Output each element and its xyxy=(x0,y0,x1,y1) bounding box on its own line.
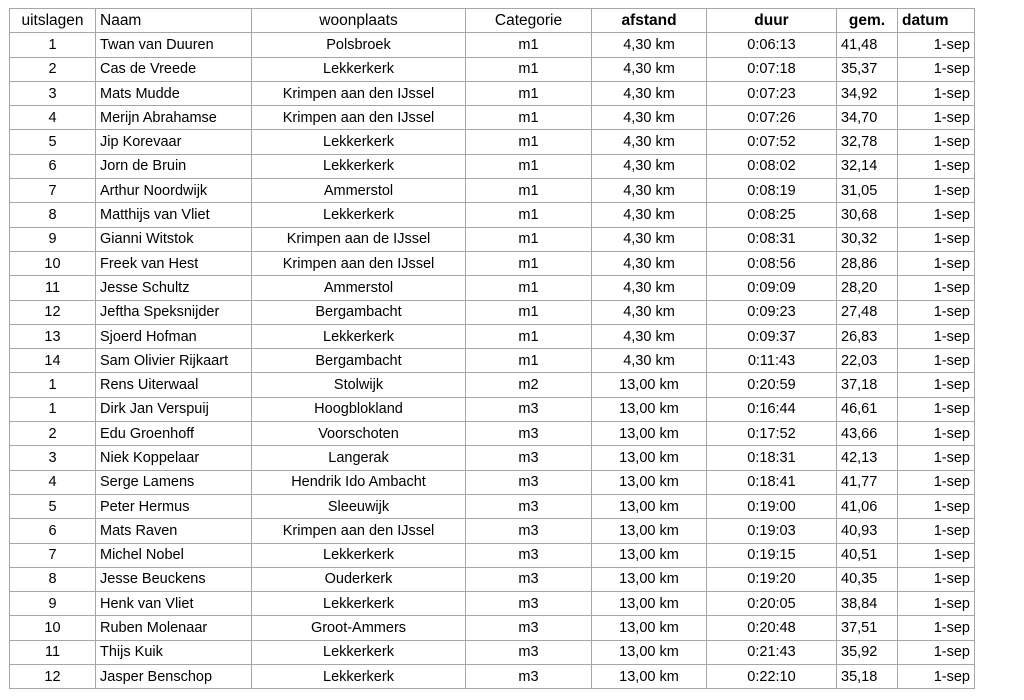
cell-date: 1-sep xyxy=(898,324,975,348)
cell-distance: 4,30 km xyxy=(592,179,707,203)
table-row xyxy=(10,300,975,324)
cell-category: m1 xyxy=(466,81,592,105)
cell-duration: 0:20:59 xyxy=(707,373,837,397)
cell-category: m3 xyxy=(466,665,592,689)
cell-speed: 37,51 xyxy=(837,616,898,640)
cell-duration: 0:18:31 xyxy=(707,446,837,470)
cell-name: Jasper Benschop xyxy=(96,665,252,689)
cell-distance: 4,30 km xyxy=(592,106,707,130)
cell-date: 1-sep xyxy=(898,179,975,203)
cell-date: 1-sep xyxy=(898,422,975,446)
cell-category: m1 xyxy=(466,106,592,130)
cell-name: Mats Raven xyxy=(96,519,252,543)
cell-speed: 34,70 xyxy=(837,106,898,130)
cell-category: m3 xyxy=(466,422,592,446)
table-row xyxy=(10,397,975,421)
cell-name: Jesse Beuckens xyxy=(96,567,252,591)
cell-name: Cas de Vreede xyxy=(96,57,252,81)
cell-place: 4 xyxy=(10,470,96,494)
cell-name: Twan van Duuren xyxy=(96,33,252,57)
cell-name: Thijs Kuik xyxy=(96,640,252,664)
cell-place: 8 xyxy=(10,567,96,591)
cell-place: 5 xyxy=(10,130,96,154)
header-date: datum xyxy=(898,9,975,33)
header-row xyxy=(10,9,975,33)
table-row xyxy=(10,373,975,397)
cell-speed: 31,05 xyxy=(837,179,898,203)
cell-place: 8 xyxy=(10,203,96,227)
cell-place: 10 xyxy=(10,616,96,640)
cell-duration: 0:20:05 xyxy=(707,592,837,616)
cell-duration: 0:19:15 xyxy=(707,543,837,567)
table-row xyxy=(10,470,975,494)
table-row xyxy=(10,446,975,470)
cell-speed: 40,93 xyxy=(837,519,898,543)
header-speed: gem. xyxy=(837,9,898,33)
table-row xyxy=(10,592,975,616)
cell-distance: 4,30 km xyxy=(592,251,707,275)
cell-name: Sjoerd Hofman xyxy=(96,324,252,348)
table-row xyxy=(10,665,975,689)
cell-city: Krimpen aan den IJssel xyxy=(252,81,466,105)
cell-duration: 0:08:19 xyxy=(707,179,837,203)
cell-duration: 0:19:00 xyxy=(707,494,837,518)
cell-date: 1-sep xyxy=(898,373,975,397)
header-name: Naam xyxy=(96,9,252,33)
cell-date: 1-sep xyxy=(898,57,975,81)
table-row xyxy=(10,640,975,664)
cell-speed: 41,77 xyxy=(837,470,898,494)
cell-place: 14 xyxy=(10,349,96,373)
header-city: woonplaats xyxy=(252,9,466,33)
cell-speed: 37,18 xyxy=(837,373,898,397)
cell-distance: 13,00 km xyxy=(592,543,707,567)
cell-duration: 0:08:02 xyxy=(707,154,837,178)
cell-speed: 27,48 xyxy=(837,300,898,324)
cell-duration: 0:07:23 xyxy=(707,81,837,105)
cell-category: m2 xyxy=(466,373,592,397)
cell-duration: 0:20:48 xyxy=(707,616,837,640)
cell-city: Ouderkerk xyxy=(252,567,466,591)
cell-name: Peter Hermus xyxy=(96,494,252,518)
cell-name: Serge Lamens xyxy=(96,470,252,494)
cell-speed: 43,66 xyxy=(837,422,898,446)
table-row xyxy=(10,519,975,543)
table-row xyxy=(10,494,975,518)
cell-name: Sam Olivier Rijkaart xyxy=(96,349,252,373)
cell-speed: 41,06 xyxy=(837,494,898,518)
cell-name: Arthur Noordwijk xyxy=(96,179,252,203)
cell-category: m3 xyxy=(466,567,592,591)
table-row xyxy=(10,57,975,81)
cell-duration: 0:09:23 xyxy=(707,300,837,324)
cell-place: 7 xyxy=(10,179,96,203)
cell-distance: 13,00 km xyxy=(592,494,707,518)
cell-place: 9 xyxy=(10,592,96,616)
cell-date: 1-sep xyxy=(898,543,975,567)
cell-city: Bergambacht xyxy=(252,349,466,373)
cell-date: 1-sep xyxy=(898,33,975,57)
cell-name: Jeftha Speksnijder xyxy=(96,300,252,324)
table-row xyxy=(10,422,975,446)
cell-date: 1-sep xyxy=(898,640,975,664)
cell-speed: 22,03 xyxy=(837,349,898,373)
cell-name: Michel Nobel xyxy=(96,543,252,567)
table-row xyxy=(10,349,975,373)
table-row xyxy=(10,324,975,348)
cell-city: Sleeuwijk xyxy=(252,494,466,518)
cell-duration: 0:19:20 xyxy=(707,567,837,591)
cell-place: 1 xyxy=(10,397,96,421)
cell-category: m1 xyxy=(466,227,592,251)
cell-duration: 0:08:25 xyxy=(707,203,837,227)
header-duration: duur xyxy=(707,9,837,33)
cell-category: m3 xyxy=(466,397,592,421)
table-row xyxy=(10,203,975,227)
cell-name: Rens Uiterwaal xyxy=(96,373,252,397)
cell-name: Jorn de Bruin xyxy=(96,154,252,178)
cell-category: m3 xyxy=(466,519,592,543)
cell-name: Henk van Vliet xyxy=(96,592,252,616)
cell-name: Merijn Abrahamse xyxy=(96,106,252,130)
cell-city: Lekkerkerk xyxy=(252,57,466,81)
cell-place: 3 xyxy=(10,446,96,470)
cell-date: 1-sep xyxy=(898,300,975,324)
cell-category: m1 xyxy=(466,179,592,203)
cell-distance: 4,30 km xyxy=(592,349,707,373)
cell-duration: 0:06:13 xyxy=(707,33,837,57)
cell-date: 1-sep xyxy=(898,203,975,227)
cell-speed: 40,35 xyxy=(837,567,898,591)
table-row xyxy=(10,616,975,640)
cell-category: m3 xyxy=(466,446,592,470)
cell-city: Hoogblokland xyxy=(252,397,466,421)
cell-speed: 34,92 xyxy=(837,81,898,105)
table-row xyxy=(10,227,975,251)
cell-distance: 13,00 km xyxy=(592,519,707,543)
cell-place: 4 xyxy=(10,106,96,130)
cell-category: m1 xyxy=(466,324,592,348)
cell-distance: 4,30 km xyxy=(592,276,707,300)
cell-speed: 38,84 xyxy=(837,592,898,616)
cell-place: 6 xyxy=(10,154,96,178)
cell-distance: 13,00 km xyxy=(592,640,707,664)
table-row xyxy=(10,154,975,178)
cell-place: 11 xyxy=(10,640,96,664)
cell-place: 2 xyxy=(10,57,96,81)
cell-date: 1-sep xyxy=(898,251,975,275)
cell-name: Ruben Molenaar xyxy=(96,616,252,640)
cell-distance: 4,30 km xyxy=(592,300,707,324)
cell-speed: 35,37 xyxy=(837,57,898,81)
cell-category: m1 xyxy=(466,276,592,300)
cell-date: 1-sep xyxy=(898,494,975,518)
cell-name: Freek van Hest xyxy=(96,251,252,275)
cell-category: m3 xyxy=(466,543,592,567)
cell-name: Niek Koppelaar xyxy=(96,446,252,470)
cell-category: m1 xyxy=(466,300,592,324)
header-category: Categorie xyxy=(466,9,592,33)
cell-city: Krimpen aan den IJssel xyxy=(252,251,466,275)
cell-distance: 4,30 km xyxy=(592,203,707,227)
cell-distance: 13,00 km xyxy=(592,446,707,470)
cell-city: Hendrik Ido Ambacht xyxy=(252,470,466,494)
cell-date: 1-sep xyxy=(898,592,975,616)
cell-distance: 13,00 km xyxy=(592,470,707,494)
table-row xyxy=(10,251,975,275)
cell-date: 1-sep xyxy=(898,567,975,591)
cell-speed: 30,68 xyxy=(837,203,898,227)
cell-duration: 0:08:31 xyxy=(707,227,837,251)
cell-speed: 35,18 xyxy=(837,665,898,689)
cell-distance: 4,30 km xyxy=(592,154,707,178)
cell-duration: 0:16:44 xyxy=(707,397,837,421)
cell-place: 1 xyxy=(10,373,96,397)
cell-category: m3 xyxy=(466,640,592,664)
cell-city: Lekkerkerk xyxy=(252,640,466,664)
cell-duration: 0:17:52 xyxy=(707,422,837,446)
cell-date: 1-sep xyxy=(898,470,975,494)
cell-date: 1-sep xyxy=(898,349,975,373)
cell-duration: 0:07:18 xyxy=(707,57,837,81)
results-body xyxy=(10,33,975,689)
cell-date: 1-sep xyxy=(898,130,975,154)
cell-date: 1-sep xyxy=(898,106,975,130)
cell-speed: 28,86 xyxy=(837,251,898,275)
cell-duration: 0:21:43 xyxy=(707,640,837,664)
cell-city: Ammerstol xyxy=(252,276,466,300)
cell-category: m1 xyxy=(466,130,592,154)
cell-place: 6 xyxy=(10,519,96,543)
cell-city: Ammerstol xyxy=(252,179,466,203)
cell-distance: 13,00 km xyxy=(592,567,707,591)
cell-distance: 13,00 km xyxy=(592,592,707,616)
cell-place: 5 xyxy=(10,494,96,518)
cell-date: 1-sep xyxy=(898,446,975,470)
cell-place: 11 xyxy=(10,276,96,300)
cell-city: Stolwijk xyxy=(252,373,466,397)
cell-distance: 4,30 km xyxy=(592,324,707,348)
cell-city: Bergambacht xyxy=(252,300,466,324)
cell-duration: 0:11:43 xyxy=(707,349,837,373)
table-row xyxy=(10,276,975,300)
cell-distance: 4,30 km xyxy=(592,81,707,105)
cell-speed: 30,32 xyxy=(837,227,898,251)
cell-place: 7 xyxy=(10,543,96,567)
table-row xyxy=(10,33,975,57)
header-place: uitslagen xyxy=(10,9,96,33)
cell-speed: 42,13 xyxy=(837,446,898,470)
cell-date: 1-sep xyxy=(898,154,975,178)
cell-category: m3 xyxy=(466,592,592,616)
cell-distance: 4,30 km xyxy=(592,33,707,57)
cell-city: Lekkerkerk xyxy=(252,203,466,227)
cell-duration: 0:09:09 xyxy=(707,276,837,300)
cell-city: Krimpen aan de IJssel xyxy=(252,227,466,251)
cell-date: 1-sep xyxy=(898,665,975,689)
cell-city: Krimpen aan den IJssel xyxy=(252,106,466,130)
cell-distance: 4,30 km xyxy=(592,130,707,154)
cell-name: Jesse Schultz xyxy=(96,276,252,300)
table-row xyxy=(10,130,975,154)
table-row xyxy=(10,567,975,591)
results-table xyxy=(9,8,975,689)
cell-category: m3 xyxy=(466,616,592,640)
cell-place: 12 xyxy=(10,665,96,689)
cell-name: Mats Mudde xyxy=(96,81,252,105)
cell-date: 1-sep xyxy=(898,81,975,105)
cell-speed: 32,78 xyxy=(837,130,898,154)
cell-name: Matthijs van Vliet xyxy=(96,203,252,227)
table-row xyxy=(10,81,975,105)
cell-category: m1 xyxy=(466,349,592,373)
cell-place: 9 xyxy=(10,227,96,251)
cell-speed: 46,61 xyxy=(837,397,898,421)
cell-category: m1 xyxy=(466,154,592,178)
cell-name: Edu Groenhoff xyxy=(96,422,252,446)
cell-place: 13 xyxy=(10,324,96,348)
cell-category: m1 xyxy=(466,33,592,57)
cell-place: 3 xyxy=(10,81,96,105)
cell-place: 10 xyxy=(10,251,96,275)
cell-date: 1-sep xyxy=(898,276,975,300)
cell-city: Groot-Ammers xyxy=(252,616,466,640)
cell-speed: 40,51 xyxy=(837,543,898,567)
cell-category: m1 xyxy=(466,203,592,227)
table-row xyxy=(10,179,975,203)
cell-city: Lekkerkerk xyxy=(252,130,466,154)
cell-place: 2 xyxy=(10,422,96,446)
table-row xyxy=(10,106,975,130)
cell-category: m3 xyxy=(466,470,592,494)
cell-city: Lekkerkerk xyxy=(252,324,466,348)
cell-city: Lekkerkerk xyxy=(252,665,466,689)
cell-distance: 13,00 km xyxy=(592,616,707,640)
cell-distance: 13,00 km xyxy=(592,397,707,421)
cell-place: 12 xyxy=(10,300,96,324)
cell-city: Lekkerkerk xyxy=(252,154,466,178)
header-distance: afstand xyxy=(592,9,707,33)
cell-distance: 4,30 km xyxy=(592,227,707,251)
cell-speed: 41,48 xyxy=(837,33,898,57)
cell-distance: 13,00 km xyxy=(592,422,707,446)
cell-city: Polsbroek xyxy=(252,33,466,57)
cell-city: Lekkerkerk xyxy=(252,592,466,616)
table-row xyxy=(10,543,975,567)
cell-name: Dirk Jan Verspuij xyxy=(96,397,252,421)
cell-name: Jip Korevaar xyxy=(96,130,252,154)
cell-duration: 0:08:56 xyxy=(707,251,837,275)
cell-speed: 28,20 xyxy=(837,276,898,300)
cell-duration: 0:22:10 xyxy=(707,665,837,689)
cell-category: m3 xyxy=(466,494,592,518)
cell-city: Krimpen aan den IJssel xyxy=(252,519,466,543)
cell-duration: 0:07:52 xyxy=(707,130,837,154)
cell-date: 1-sep xyxy=(898,227,975,251)
cell-distance: 4,30 km xyxy=(592,57,707,81)
cell-category: m1 xyxy=(466,57,592,81)
cell-speed: 35,92 xyxy=(837,640,898,664)
cell-city: Voorschoten xyxy=(252,422,466,446)
cell-speed: 26,83 xyxy=(837,324,898,348)
cell-category: m1 xyxy=(466,251,592,275)
cell-distance: 13,00 km xyxy=(592,665,707,689)
cell-place: 1 xyxy=(10,33,96,57)
cell-distance: 13,00 km xyxy=(592,373,707,397)
cell-duration: 0:09:37 xyxy=(707,324,837,348)
cell-duration: 0:19:03 xyxy=(707,519,837,543)
cell-date: 1-sep xyxy=(898,397,975,421)
cell-city: Lekkerkerk xyxy=(252,543,466,567)
cell-duration: 0:07:26 xyxy=(707,106,837,130)
cell-date: 1-sep xyxy=(898,519,975,543)
cell-name: Gianni Witstok xyxy=(96,227,252,251)
cell-duration: 0:18:41 xyxy=(707,470,837,494)
cell-city: Langerak xyxy=(252,446,466,470)
cell-speed: 32,14 xyxy=(837,154,898,178)
cell-date: 1-sep xyxy=(898,616,975,640)
